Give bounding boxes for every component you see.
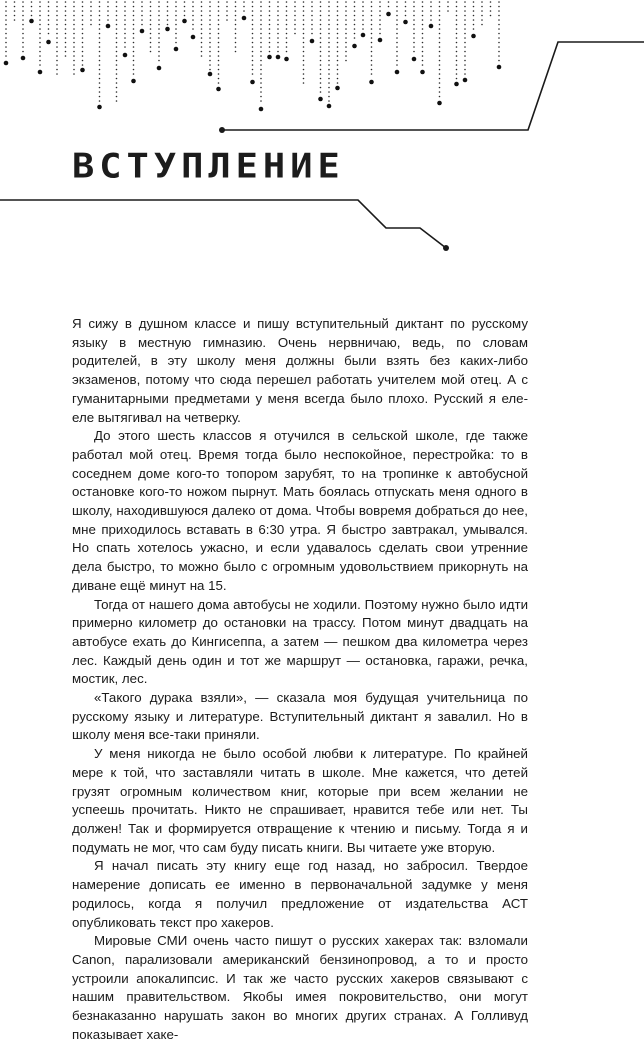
chapter-body <box>72 315 528 1044</box>
rain-drop <box>497 65 502 70</box>
rain-column <box>242 1 247 20</box>
rain-drop <box>29 19 34 24</box>
circuit-node-bottom <box>443 245 449 251</box>
rain-drop <box>267 55 272 60</box>
rain-column <box>38 1 43 74</box>
rain-column <box>447 1 449 12</box>
paragraph: До этого шесть классов я отучился в сельской школе, где также работал мой отец. Время тогда было неспокойное, перестройка: то в соседнем доме кого-то топором зарубят, то на тропинке к автобусной остановке кого-то ножом пырнут. Мать боялась отпускать меня одного в школу, находившуюся далеко от дома. Чтобы вовремя добраться до нее, мне приходилось вставать в 6:30 утра. Я быстро завтракал, умывался. Но спать хотелось ужасно, и если удавалось сделать свои утренние дела быстро, то можно было с огромным удовольствием прикорнуть на диване ещё минут на 15. <box>72 428 528 593</box>
rain-drop <box>46 40 51 45</box>
rain-drop <box>454 82 459 87</box>
rain-column <box>80 1 85 72</box>
rain-column <box>90 1 92 25</box>
chapter-title: ВСТУПЛЕНИЕ <box>72 146 345 186</box>
paragraph: Мировые СМИ очень часто пишут о русских хакерах так: взломали Canon, парализовали американский бензинопровод, а то и просто устроили апокалипсис. И так же часто русских хакеров связывают с нашим правительством. Якобы имея покровительство, они могут безнаказанно нарушать закон во многих других странах. А Голливуд показывает хаке- <box>72 933 528 1042</box>
paragraph: Я сижу в душном классе и пишу вступительный диктант по русскому языку в местную гимназию. Очень нервничаю, ведь, по словам родителей, в эту школу меня должны были взять без каких-либо экзаменов, потому что сюда перешел работать учителем мой отец. А с гуманитарными предметами у меня всегда было плохо. Русский я еле-еле вытягивал на четверку. <box>72 316 528 425</box>
rain-column <box>116 1 118 102</box>
rain-drop <box>38 70 43 75</box>
rain-drop <box>395 70 400 75</box>
rain-drop <box>361 33 366 38</box>
rain-drop <box>123 53 128 58</box>
rain-column <box>65 1 67 57</box>
rain-drop <box>250 80 255 85</box>
rain-column <box>463 1 468 82</box>
rain-drop <box>242 16 247 21</box>
rain-drop <box>191 35 196 40</box>
rain-column <box>97 1 102 109</box>
rain-drop <box>429 24 434 29</box>
rain-column <box>386 1 391 16</box>
rain-drop <box>4 61 9 66</box>
rain-column <box>454 1 459 86</box>
rain-column <box>131 1 136 83</box>
rain-drop <box>97 105 102 110</box>
rain-column <box>106 1 111 28</box>
rain-drop <box>437 101 442 106</box>
rain-drop <box>335 86 340 91</box>
rain-drop <box>259 107 264 112</box>
rain-column <box>267 1 272 59</box>
rain-drop <box>352 44 357 49</box>
rain-drop <box>216 87 221 92</box>
rain-column <box>420 1 425 74</box>
rain-column <box>429 1 434 28</box>
rain-drop <box>318 97 323 102</box>
rain-column <box>191 1 196 39</box>
rain-column <box>369 1 374 84</box>
rain-drop <box>386 12 391 17</box>
rain-drop <box>276 55 281 60</box>
paragraph: У меня никогда не было особой любви к литературе. По крайней мере к той, что заставляли читать в школе. Мне кажется, что детей грузят огромным количеством книг, которые при всем желании не успеешь прочитать. Никто не спрашивает, нравится тебе или нет. Ты должен! Так и формируется отвращение к чтению и письму. Тогда я и подумать не мог, что сам буду писать книги. Вы читаете уже вторую. <box>72 746 528 855</box>
circuit-line-top <box>222 42 644 130</box>
rain-drop <box>378 38 383 43</box>
rain-column <box>471 1 476 38</box>
rain-column <box>412 1 417 61</box>
rain-drop <box>420 70 425 75</box>
paragraph: «Такого дурака взяли», — сказала моя будущая учительница по русскому языку и литературе. Вступительный диктант я завалил. Но в школу меня все-таки приняли. <box>72 690 528 743</box>
rain-drop <box>463 78 468 83</box>
circuit-node-top <box>219 127 225 133</box>
rain-drop <box>174 47 179 52</box>
rain-drop <box>471 34 476 39</box>
rain-column <box>208 1 213 76</box>
rain-column <box>201 1 203 57</box>
rain-column <box>481 1 483 25</box>
rain-column <box>352 1 357 48</box>
rain-column <box>490 1 492 16</box>
rain-column <box>345 1 347 61</box>
rain-drop <box>80 68 85 73</box>
header-decoration <box>0 0 644 260</box>
rain-column <box>284 1 289 61</box>
rain-column <box>140 1 145 33</box>
rain-column <box>294 1 296 34</box>
rain-column <box>216 1 221 91</box>
paragraph: Тогда от нашего дома автобусы не ходили. Поэтому нужно было идти примерно километр до остановки на трассу. Потом минут двадцать на автобусе ехать до Кингисеппа, а затем — пешком два километра через лес. Каждый день один и тот же маршрут — остановка, гаражи, речка, мостик, лес. <box>72 596 528 687</box>
rain-column <box>318 1 323 101</box>
rain-drop <box>165 27 170 32</box>
rain-drop <box>412 57 417 62</box>
rain-column <box>73 1 75 75</box>
rain-drop <box>403 20 408 25</box>
rain-column <box>4 1 9 65</box>
rain-column <box>437 1 442 105</box>
rain-column <box>174 1 179 51</box>
rain-column <box>310 1 315 43</box>
rain-column <box>157 1 162 70</box>
rain-drop <box>327 104 332 109</box>
rain-column <box>21 1 26 60</box>
rain-column <box>226 1 228 21</box>
rain-drop <box>21 56 26 61</box>
rain-column <box>497 1 502 69</box>
paragraph: Я начал писать эту книгу еще год назад, но забросил. Твердое намерение дописать ее именно в первоначальной задумке у меня родилось, когда я получил предложение от издательства АСТ опубликовать текст про хакеров. <box>72 858 528 930</box>
rain-drop <box>140 29 145 34</box>
rain-drop <box>182 19 187 24</box>
rain-column <box>150 1 152 52</box>
rain-column <box>361 1 366 37</box>
rain-column <box>235 1 237 52</box>
rain-column <box>182 1 187 23</box>
rain-column <box>46 1 51 44</box>
rain-drop <box>284 57 289 62</box>
rain-column <box>378 1 383 42</box>
rain-column <box>395 1 400 74</box>
rain-column <box>303 1 305 84</box>
rain-drop <box>310 39 315 44</box>
rain-column <box>250 1 255 84</box>
rain-column <box>56 1 58 75</box>
rain-drop <box>106 24 111 29</box>
rain-column <box>327 1 332 108</box>
rain-drop <box>157 66 162 71</box>
rain-column <box>403 1 408 24</box>
rain-column <box>276 1 281 59</box>
digital-rain-graphic <box>4 1 502 111</box>
rain-drop <box>208 72 213 77</box>
rain-drop <box>131 79 136 84</box>
rain-column <box>29 1 34 23</box>
rain-column <box>123 1 128 57</box>
rain-column <box>259 1 264 111</box>
rain-drop <box>369 80 374 85</box>
rain-column <box>14 1 16 21</box>
circuit-line-bottom <box>0 200 446 248</box>
rain-column <box>165 1 170 31</box>
rain-column <box>335 1 340 90</box>
